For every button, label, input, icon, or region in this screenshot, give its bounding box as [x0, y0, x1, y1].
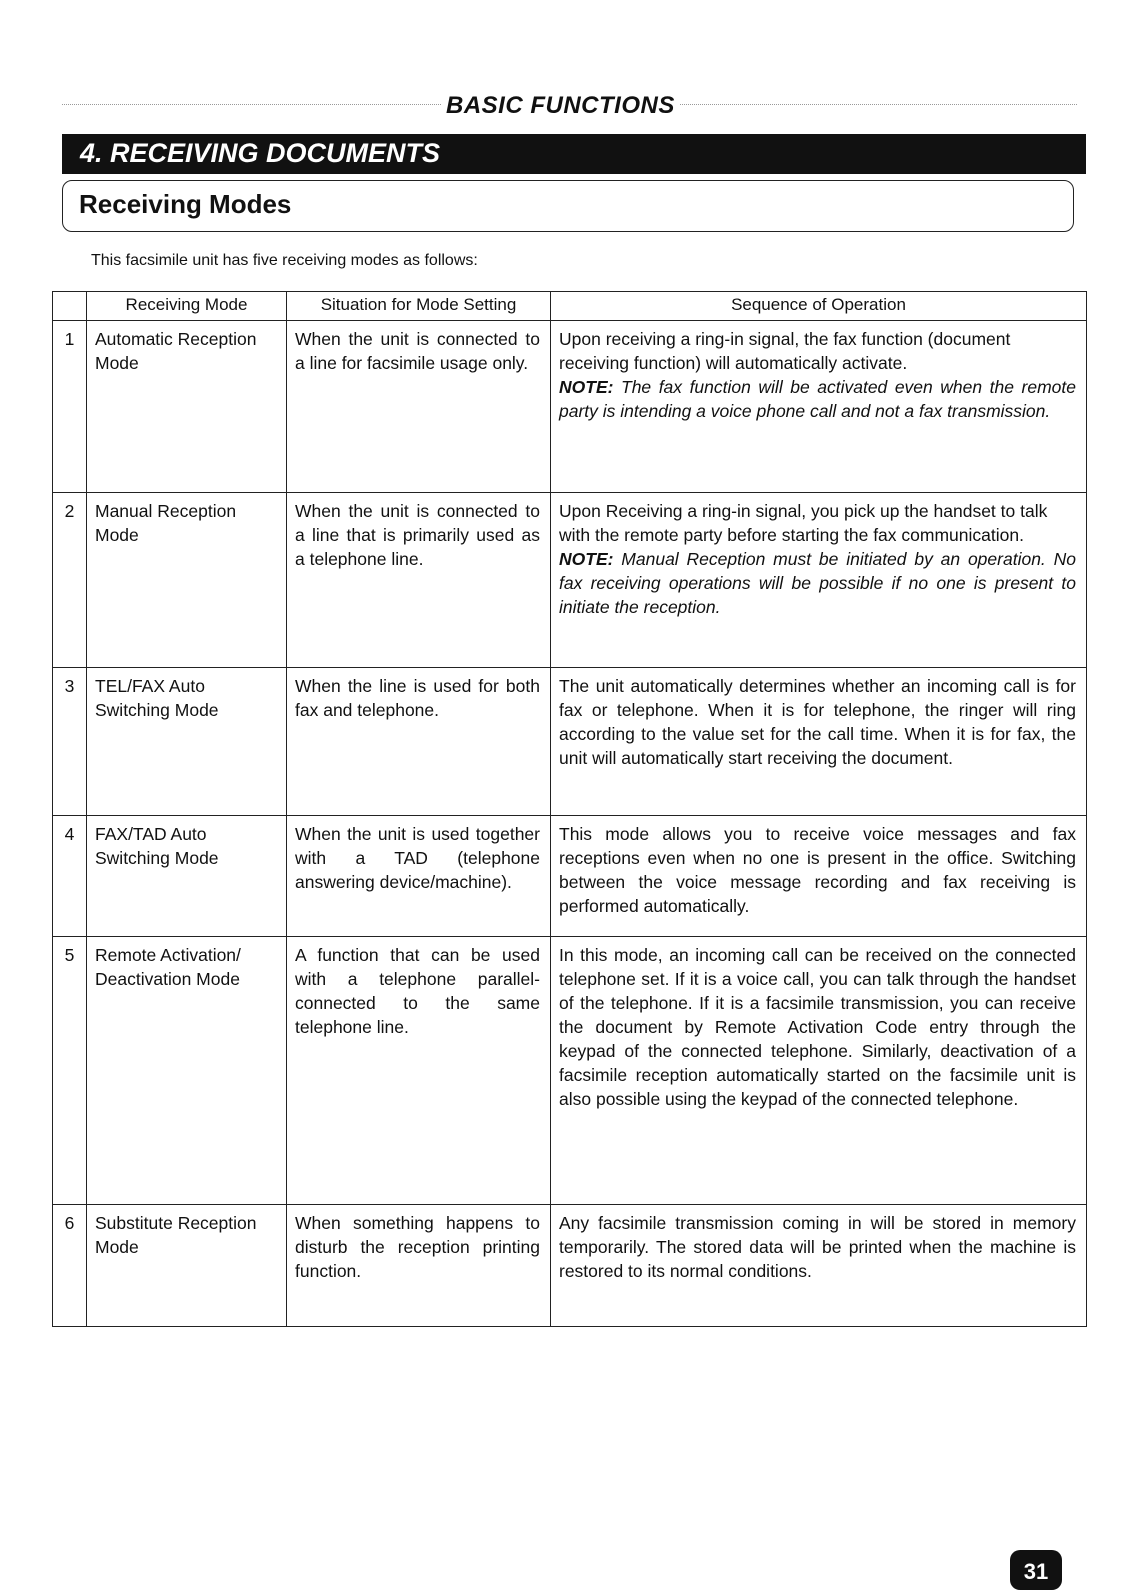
mode-cell: Manual Reception Mode: [87, 493, 287, 668]
sequence-cell: This mode allows you to receive voice messages and fax receptions even when no one is present in the office. Switching between the voice message recording and fax receiving is performed automatically.: [551, 816, 1087, 937]
note-label: NOTE:: [559, 549, 614, 569]
row-number: 4: [53, 816, 87, 937]
chapter-header: BASIC FUNCTIONS: [442, 92, 679, 120]
row-number: 1: [53, 321, 87, 493]
table-header-row: [53, 292, 1087, 321]
mode-cell: Remote Activation/ Deactivation Mode: [87, 937, 287, 1205]
page-number: 31: [1010, 1550, 1062, 1590]
note-text: Manual Reception must be initiated by an operation. No fax receiving operations will be possible if no one is present to initiate the reception.: [559, 549, 1076, 617]
situation-cell: When the unit is used together with a TAD (telephone answering device/machine).: [287, 816, 551, 937]
note: [559, 547, 1076, 619]
section-title: 4. RECEIVING DOCUMENTS: [80, 138, 441, 168]
table-row: [53, 1205, 1087, 1327]
header-receiving-mode: Receiving Mode: [87, 292, 287, 321]
mode-cell: TEL/FAX Auto Switching Mode: [87, 668, 287, 816]
situation-cell: When the line is used for both fax and telephone.: [287, 668, 551, 816]
note: [559, 375, 1076, 423]
sequence-text: Upon Receiving a ring-in signal, you pick up the handset to talk with the remote party before starting the fax communication.: [559, 501, 1048, 545]
header-situation: Situation for Mode Setting: [287, 292, 551, 321]
mode-cell: Substitute Reception Mode: [87, 1205, 287, 1327]
sequence-text: Upon receiving a ring-in signal, the fax function (document receiving function) will automatically activate.: [559, 329, 1011, 373]
receiving-modes-table: [52, 291, 1087, 1327]
sequence-cell: Any facsimile transmission coming in will be stored in memory temporarily. The stored data will be printed when the machine is restored to its normal conditions.: [551, 1205, 1087, 1327]
section-banner: [62, 134, 1086, 174]
header-sequence: Sequence of Operation: [551, 292, 1087, 321]
header-number: [53, 292, 87, 321]
row-number: 2: [53, 493, 87, 668]
table-row: [53, 321, 1087, 493]
situation-cell: When something happens to disturb the reception printing function.: [287, 1205, 551, 1327]
subsection-box: [62, 180, 1074, 232]
situation-cell: When the unit is connected to a line for facsimile usage only.: [287, 321, 551, 493]
sequence-cell: In this mode, an incoming call can be received on the connected telephone set. If it is a voice call, you can talk through the handset of the telephone. If it is a facsimile transmission, you can receive the document by Remote Activation Code entry through the keypad of the connected telephone. Similarly, deactivation of a facsimile reception automatically started on the facsimile unit is also possible using the keypad of the connected telephone.: [551, 937, 1087, 1205]
situation-cell: When the unit is connected to a line that is primarily used as a telephone line.: [287, 493, 551, 668]
table-row: [53, 816, 1087, 937]
table-row: [53, 493, 1087, 668]
table-row: [53, 937, 1087, 1205]
sequence-cell: The unit automatically determines whether an incoming call is for fax or telephone. When it is for telephone, the ringer will ring according to the value set for the call time. When it is for fax, the unit will automatically start receiving the document.: [551, 668, 1087, 816]
intro-text: This facsimile unit has five receiving modes as follows:: [91, 252, 478, 269]
mode-cell: Automatic Reception Mode: [87, 321, 287, 493]
subsection-title: Receiving Modes: [79, 189, 292, 219]
note-text: The fax function will be activated even when the remote party is intending a voice phone call and not a fax transmission.: [559, 377, 1076, 421]
table-row: [53, 668, 1087, 816]
mode-cell: FAX/TAD Auto Switching Mode: [87, 816, 287, 937]
note-label: NOTE:: [559, 377, 614, 397]
situation-cell: A function that can be used with a telephone parallel-connected to the same telephone line.: [287, 937, 551, 1205]
sequence-cell: [551, 493, 1087, 668]
row-number: 5: [53, 937, 87, 1205]
sequence-cell: [551, 321, 1087, 493]
row-number: 3: [53, 668, 87, 816]
row-number: 6: [53, 1205, 87, 1327]
